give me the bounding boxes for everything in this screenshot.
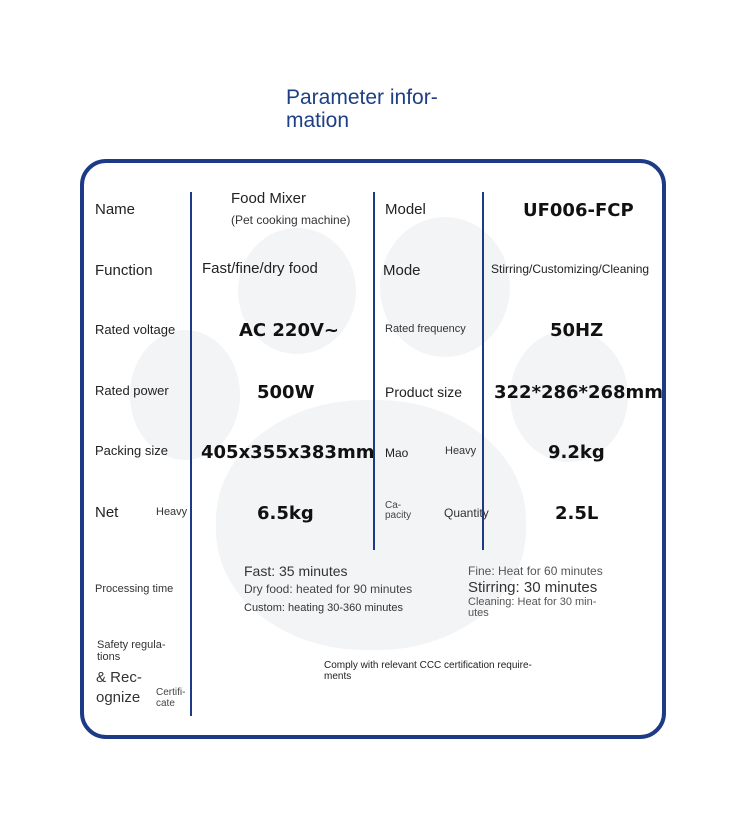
processing-label: Processing time bbox=[95, 583, 174, 595]
mao-label: Mao bbox=[385, 446, 409, 460]
capacity-label: Ca- pacity bbox=[385, 500, 412, 521]
name-subvalue: (Pet cooking machine) bbox=[231, 213, 351, 227]
net-label: Net bbox=[95, 504, 119, 521]
model-label: Model bbox=[385, 201, 426, 218]
page-title: Parameter infor- mation bbox=[286, 86, 438, 132]
heavy-label: Heavy bbox=[445, 445, 477, 457]
product-size-value: 322*286*268mm bbox=[494, 382, 664, 403]
processing-fast: Fast: 35 minutes bbox=[244, 563, 348, 579]
name-value: Food Mixer bbox=[231, 190, 307, 207]
power-value: 500W bbox=[257, 382, 315, 403]
mode-value: Stirring/Customizing/Cleaning bbox=[491, 262, 650, 276]
frequency-value: 50HZ bbox=[550, 320, 604, 341]
quantity-label: Quantity bbox=[444, 506, 489, 520]
divider-1 bbox=[190, 192, 192, 716]
frequency-label: Rated frequency bbox=[385, 323, 466, 335]
net-value: 6.5kg bbox=[257, 503, 314, 524]
processing-fine: Fine: Heat for 60 minutes bbox=[468, 564, 603, 578]
model-value: UF006-FCP bbox=[523, 200, 634, 221]
function-label: Function bbox=[95, 262, 153, 279]
safety-label: Safety regula- tions bbox=[97, 639, 166, 663]
name-label: Name bbox=[95, 201, 136, 218]
net-heavy-label: Heavy bbox=[156, 506, 188, 518]
product-size-label: Product size bbox=[385, 384, 463, 400]
voltage-value: AC 220V~ bbox=[239, 320, 339, 341]
gross-weight-value: 9.2kg bbox=[548, 442, 605, 463]
packing-label: Packing size bbox=[95, 443, 168, 458]
packing-value: 405x355x383mm bbox=[201, 442, 375, 463]
function-value: Fast/fine/dry food bbox=[202, 260, 318, 277]
power-label: Rated power bbox=[95, 383, 169, 398]
processing-stirring: Stirring: 30 minutes bbox=[468, 579, 598, 596]
safety-value: Comply with relevant CCC certification require- ments bbox=[324, 660, 532, 682]
recognize-label: & Rec- ognize bbox=[96, 669, 142, 706]
processing-cleaning: Cleaning: Heat for 30 min- utes bbox=[468, 596, 597, 619]
voltage-label: Rated voltage bbox=[95, 322, 176, 337]
divider-2 bbox=[373, 192, 375, 550]
mode-label: Mode bbox=[383, 262, 421, 279]
capacity-value: 2.5L bbox=[555, 503, 599, 524]
processing-custom: Custom: heating 30-360 minutes bbox=[244, 602, 403, 614]
certificate-label: Certifi- cate bbox=[156, 687, 186, 709]
processing-dry: Dry food: heated for 90 minutes bbox=[244, 582, 413, 596]
divider-3 bbox=[482, 192, 484, 550]
